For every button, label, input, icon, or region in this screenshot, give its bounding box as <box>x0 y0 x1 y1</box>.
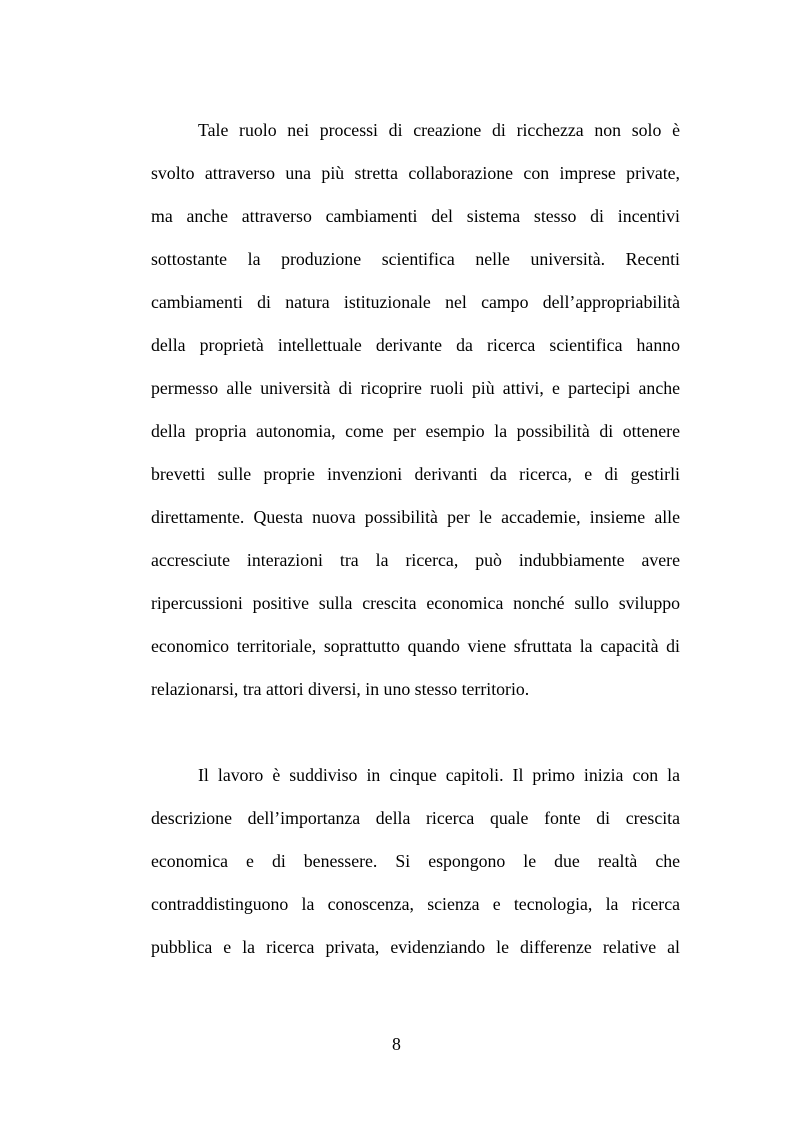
text-line: contraddistinguono la conoscenza, scienza e tecnologia, la ricerca <box>151 894 680 914</box>
paragraph-2 <box>151 754 680 969</box>
text-line: direttamente. Questa nuova possibilità per le accademie, insieme alle <box>151 507 680 527</box>
text-line: pubblica e la ricerca privata, evidenziando le differenze relative al <box>151 937 680 957</box>
text-line: della propria autonomia, come per esempio la possibilità di ottenere <box>151 421 680 441</box>
text-line: Tale ruolo nei processi di creazione di ricchezza non solo è <box>198 120 680 140</box>
text-line: cambiamenti di natura istituzionale nel campo dell’appropriabilità <box>151 292 680 312</box>
text-line: descrizione dell’importanza della ricerca quale fonte di crescita <box>151 808 680 828</box>
text-line: accresciute interazioni tra la ricerca, può indubbiamente avere <box>151 550 680 570</box>
text-line: ma anche attraverso cambiamenti del sistema stesso di incentivi <box>151 206 680 226</box>
paragraph-spacer <box>151 711 680 754</box>
text-line: svolto attraverso una più stretta collaborazione con imprese private, <box>151 163 680 183</box>
text-line: Il lavoro è suddiviso in cinque capitoli. Il primo inizia con la <box>198 765 680 785</box>
text-line: ripercussioni positive sulla crescita economica nonché sullo sviluppo <box>151 593 680 613</box>
page-number: 8 <box>392 1034 401 1054</box>
text-line: relazionarsi, tra attori diversi, in uno stesso territorio. <box>151 679 530 699</box>
text-line: economica e di benessere. Si espongono le due realtà che <box>151 851 680 871</box>
text-line: brevetti sulle proprie invenzioni derivanti da ricerca, e di gestirli <box>151 464 680 484</box>
text-line: permesso alle università di ricoprire ruoli più attivi, e partecipi anche <box>151 378 680 398</box>
text-line: economico territoriale, soprattutto quando viene sfruttata la capacità di <box>151 636 680 656</box>
body-text <box>151 109 680 969</box>
paragraph-1 <box>151 109 680 711</box>
text-line: della proprietà intellettuale derivante da ricerca scientifica hanno <box>151 335 680 355</box>
text-line: sottostante la produzione scientifica nelle università. Recenti <box>151 249 680 269</box>
